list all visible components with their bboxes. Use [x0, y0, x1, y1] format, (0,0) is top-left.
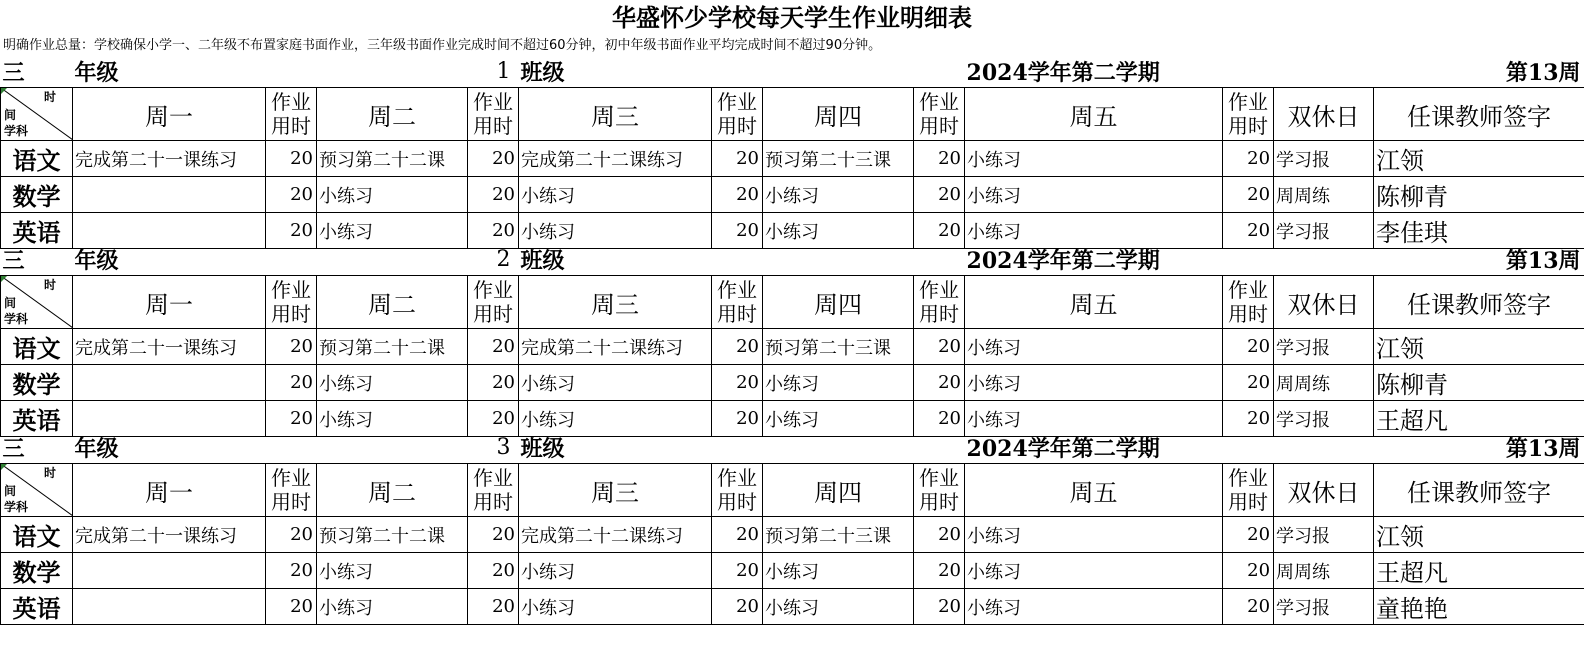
- subject-cell: 英语: [1, 213, 73, 249]
- table-row: [1, 365, 1584, 401]
- tue-time[interactable]: 20: [468, 589, 519, 625]
- mon-time[interactable]: 20: [266, 553, 317, 589]
- header-time-mon: 作业 用时: [266, 88, 317, 141]
- mon-time[interactable]: 20: [266, 517, 317, 553]
- header-thu: 周四: [763, 88, 914, 141]
- grade-value: 三: [1, 432, 73, 464]
- fri-time[interactable]: 20: [1223, 365, 1274, 401]
- table-row: [1, 553, 1584, 589]
- subject-cell: 数学: [1, 177, 73, 213]
- thu-time[interactable]: 20: [914, 517, 965, 553]
- mon-task[interactable]: [73, 365, 266, 401]
- wed-time[interactable]: 20: [712, 589, 763, 625]
- weekend-task[interactable]: 学习报: [1274, 213, 1374, 249]
- header-time-mon: 作业 用时: [266, 464, 317, 517]
- mon-time[interactable]: 20: [266, 213, 317, 249]
- header-mon: 周一: [73, 88, 266, 141]
- subject-cell: 英语: [1, 401, 73, 437]
- subject-cell: 语文: [1, 517, 73, 553]
- fri-time[interactable]: 20: [1223, 329, 1274, 365]
- teacher-signature[interactable]: 江领: [1374, 141, 1584, 177]
- thu-task[interactable]: 预习第二十三课: [763, 517, 914, 553]
- mon-task[interactable]: 完成第二十一课练习: [73, 329, 266, 365]
- table-row: [1, 177, 1584, 213]
- header-fri: 周五: [965, 88, 1223, 141]
- teacher-signature[interactable]: 李佳琪: [1374, 213, 1584, 249]
- grade-label: 年级: [73, 56, 266, 88]
- class-label: 班级: [519, 56, 763, 88]
- fri-time[interactable]: 20: [1223, 177, 1274, 213]
- weekend-task[interactable]: 周周练: [1274, 365, 1374, 401]
- fri-task[interactable]: 小练习: [965, 177, 1223, 213]
- thu-task[interactable]: 小练习: [763, 401, 914, 437]
- wed-time[interactable]: 20: [712, 401, 763, 437]
- thu-time[interactable]: 20: [914, 213, 965, 249]
- table-row: [1, 517, 1584, 553]
- class-info-row: [1, 432, 1584, 464]
- mon-task[interactable]: [73, 589, 266, 625]
- mon-time[interactable]: 20: [266, 177, 317, 213]
- header-tue: 周二: [317, 88, 468, 141]
- header-wed: 周三: [519, 276, 712, 329]
- tue-time[interactable]: 20: [468, 401, 519, 437]
- teacher-signature[interactable]: 童艳艳: [1374, 589, 1584, 625]
- header-time-tue: 作业 用时: [468, 88, 519, 141]
- fri-time[interactable]: 20: [1223, 401, 1274, 437]
- thu-task[interactable]: 预习第二十三课: [763, 329, 914, 365]
- sheet-title: 华盛怀少学校每天学生作业明细表: [612, 3, 972, 32]
- header-time-top: 时: [43, 278, 56, 292]
- tue-task[interactable]: 小练习: [317, 365, 468, 401]
- weekend-task[interactable]: 周周练: [1274, 177, 1374, 213]
- thu-time[interactable]: 20: [914, 141, 965, 177]
- fri-time[interactable]: 20: [1223, 517, 1274, 553]
- header-row: [1, 464, 1584, 517]
- tue-time[interactable]: 20: [468, 141, 519, 177]
- class-table: [0, 432, 1584, 625]
- thu-task[interactable]: 小练习: [763, 213, 914, 249]
- header-time-wed: 作业 用时: [712, 464, 763, 517]
- term-label: 2024学年第二学期: [965, 432, 1274, 464]
- wed-task[interactable]: 小练习: [519, 589, 712, 625]
- header-time-wed: 作业 用时: [712, 276, 763, 329]
- header-wed: 周三: [519, 464, 712, 517]
- class-table: [0, 244, 1584, 437]
- tue-task[interactable]: 预习第二十二课: [317, 329, 468, 365]
- teacher-signature[interactable]: 王超凡: [1374, 553, 1584, 589]
- tue-task[interactable]: 小练习: [317, 213, 468, 249]
- header-teacher: 任课教师签字: [1374, 276, 1584, 329]
- class-info-row: [1, 56, 1584, 88]
- mon-time[interactable]: 20: [266, 401, 317, 437]
- header-teacher: 任课教师签字: [1374, 464, 1584, 517]
- thu-task[interactable]: 小练习: [763, 553, 914, 589]
- thu-task[interactable]: 小练习: [763, 177, 914, 213]
- grade-value: 三: [1, 56, 73, 88]
- fri-task[interactable]: 小练习: [965, 365, 1223, 401]
- header-time-thu: 作业 用时: [914, 464, 965, 517]
- weekend-task[interactable]: 周周练: [1274, 553, 1374, 589]
- subject-cell: 语文: [1, 329, 73, 365]
- class-info-row: [1, 244, 1584, 276]
- subject-cell: 语文: [1, 141, 73, 177]
- header-weekend: 双休日: [1274, 276, 1374, 329]
- header-time-mid: 间: [4, 484, 17, 498]
- thu-task[interactable]: 预习第二十三课: [763, 141, 914, 177]
- fri-time[interactable]: 20: [1223, 213, 1274, 249]
- thu-time[interactable]: 20: [914, 365, 965, 401]
- wed-task[interactable]: 完成第二十二课练习: [519, 517, 712, 553]
- header-mon: 周一: [73, 464, 266, 517]
- mon-task[interactable]: [73, 177, 266, 213]
- mon-time[interactable]: 20: [266, 329, 317, 365]
- wed-task[interactable]: 小练习: [519, 553, 712, 589]
- header-tue: 周二: [317, 464, 468, 517]
- table-row: [1, 141, 1584, 177]
- wed-time[interactable]: 20: [712, 141, 763, 177]
- class-number: 2: [266, 244, 519, 276]
- wed-task[interactable]: 小练习: [519, 177, 712, 213]
- wed-time[interactable]: 20: [712, 517, 763, 553]
- header-subject: 学科: [4, 312, 29, 326]
- mon-time[interactable]: 20: [266, 589, 317, 625]
- header-time-fri: 作业 用时: [1223, 464, 1274, 517]
- header-mon: 周一: [73, 276, 266, 329]
- wed-time[interactable]: 20: [712, 329, 763, 365]
- grade-label: 年级: [73, 432, 266, 464]
- subject-cell: 数学: [1, 553, 73, 589]
- header-fri: 周五: [965, 276, 1223, 329]
- grade-value: 三: [1, 244, 73, 276]
- mon-task[interactable]: [73, 553, 266, 589]
- tue-time[interactable]: 20: [468, 329, 519, 365]
- thu-task[interactable]: 小练习: [763, 589, 914, 625]
- wed-task[interactable]: 完成第二十二课练习: [519, 329, 712, 365]
- teacher-signature[interactable]: 王超凡: [1374, 401, 1584, 437]
- header-time-mon: 作业 用时: [266, 276, 317, 329]
- class-table: [0, 56, 1584, 249]
- header-row: [1, 276, 1584, 329]
- subject-cell: 数学: [1, 365, 73, 401]
- thu-time[interactable]: 20: [914, 401, 965, 437]
- tue-time[interactable]: 20: [468, 553, 519, 589]
- tue-time[interactable]: 20: [468, 177, 519, 213]
- fri-task[interactable]: 小练习: [965, 517, 1223, 553]
- header-row: [1, 88, 1584, 141]
- tue-time[interactable]: 20: [468, 213, 519, 249]
- header-weekend: 双休日: [1274, 464, 1374, 517]
- tue-task[interactable]: 小练习: [317, 589, 468, 625]
- week-label: 第13周: [1374, 56, 1584, 88]
- teacher-signature[interactable]: 陈柳青: [1374, 365, 1584, 401]
- header-time-mid: 间: [4, 296, 17, 310]
- wed-task[interactable]: 小练习: [519, 401, 712, 437]
- fri-task[interactable]: 小练习: [965, 213, 1223, 249]
- weekend-task[interactable]: 学习报: [1274, 141, 1374, 177]
- fri-task[interactable]: 小练习: [965, 553, 1223, 589]
- wed-task[interactable]: 小练习: [519, 365, 712, 401]
- diagonal-header-cell: [1, 88, 73, 141]
- tue-task[interactable]: 小练习: [317, 401, 468, 437]
- workload-note: 明确作业总量：学校确保小学一、二年级不布置家庭书面作业，三年级书面作业完成时间不超过60分钟，初中年级书面作业平均完成时间不超过90分钟。: [3, 38, 882, 53]
- header-time-tue: 作业 用时: [468, 464, 519, 517]
- header-time-top: 时: [43, 90, 56, 104]
- class-label: 班级: [519, 244, 763, 276]
- header-thu: 周四: [763, 276, 914, 329]
- wed-time[interactable]: 20: [712, 177, 763, 213]
- week-label: 第13周: [1374, 244, 1584, 276]
- tue-time[interactable]: 20: [468, 517, 519, 553]
- table-row: [1, 329, 1584, 365]
- header-wed: 周三: [519, 88, 712, 141]
- header-subject: 学科: [4, 124, 29, 138]
- mon-task[interactable]: 完成第二十一课练习: [73, 517, 266, 553]
- mon-time[interactable]: 20: [266, 141, 317, 177]
- tue-task[interactable]: 小练习: [317, 177, 468, 213]
- wed-time[interactable]: 20: [712, 365, 763, 401]
- weekend-task[interactable]: 学习报: [1274, 589, 1374, 625]
- header-time-fri: 作业 用时: [1223, 276, 1274, 329]
- subject-cell: 英语: [1, 589, 73, 625]
- teacher-signature[interactable]: 陈柳青: [1374, 177, 1584, 213]
- week-label: 第13周: [1374, 432, 1584, 464]
- header-time-fri: 作业 用时: [1223, 88, 1274, 141]
- header-subject: 学科: [4, 500, 29, 514]
- weekend-task[interactable]: 学习报: [1274, 517, 1374, 553]
- wed-time[interactable]: 20: [712, 213, 763, 249]
- fri-time[interactable]: 20: [1223, 553, 1274, 589]
- class-number: 1: [266, 56, 519, 88]
- fri-task[interactable]: 小练习: [965, 589, 1223, 625]
- mon-task[interactable]: 完成第二十一课练习: [73, 141, 266, 177]
- fri-task[interactable]: 小练习: [965, 329, 1223, 365]
- tue-task[interactable]: 预习第二十二课: [317, 141, 468, 177]
- header-weekend: 双休日: [1274, 88, 1374, 141]
- header-teacher: 任课教师签字: [1374, 88, 1584, 141]
- thu-time[interactable]: 20: [914, 329, 965, 365]
- fri-time[interactable]: 20: [1223, 589, 1274, 625]
- tue-task[interactable]: 小练习: [317, 553, 468, 589]
- header-time-tue: 作业 用时: [468, 276, 519, 329]
- thu-time[interactable]: 20: [914, 553, 965, 589]
- tue-task[interactable]: 预习第二十二课: [317, 517, 468, 553]
- weekend-task[interactable]: 学习报: [1274, 401, 1374, 437]
- term-label: 2024学年第二学期: [965, 244, 1274, 276]
- wed-time[interactable]: 20: [712, 553, 763, 589]
- fri-time[interactable]: 20: [1223, 141, 1274, 177]
- weekend-task[interactable]: 学习报: [1274, 329, 1374, 365]
- thu-task[interactable]: 小练习: [763, 365, 914, 401]
- header-tue: 周二: [317, 276, 468, 329]
- header-fri: 周五: [965, 464, 1223, 517]
- thu-time[interactable]: 20: [914, 177, 965, 213]
- wed-task[interactable]: 完成第二十二课练习: [519, 141, 712, 177]
- thu-time[interactable]: 20: [914, 589, 965, 625]
- header-time-top: 时: [43, 466, 56, 480]
- class-number: 3: [266, 432, 519, 464]
- mon-time[interactable]: 20: [266, 365, 317, 401]
- term-label: 2024学年第二学期: [965, 56, 1274, 88]
- teacher-signature[interactable]: 江领: [1374, 329, 1584, 365]
- header-time-mid: 间: [4, 108, 17, 122]
- header-time-thu: 作业 用时: [914, 88, 965, 141]
- class-label: 班级: [519, 432, 763, 464]
- diagonal-header-cell: [1, 464, 73, 517]
- header-thu: 周四: [763, 464, 914, 517]
- table-row: [1, 589, 1584, 625]
- teacher-signature[interactable]: 江领: [1374, 517, 1584, 553]
- fri-task[interactable]: 小练习: [965, 141, 1223, 177]
- diagonal-header-cell: [1, 276, 73, 329]
- header-time-wed: 作业 用时: [712, 88, 763, 141]
- tue-time[interactable]: 20: [468, 365, 519, 401]
- header-time-thu: 作业 用时: [914, 276, 965, 329]
- fri-task[interactable]: 小练习: [965, 401, 1223, 437]
- grade-label: 年级: [73, 244, 266, 276]
- wed-task[interactable]: 小练习: [519, 213, 712, 249]
